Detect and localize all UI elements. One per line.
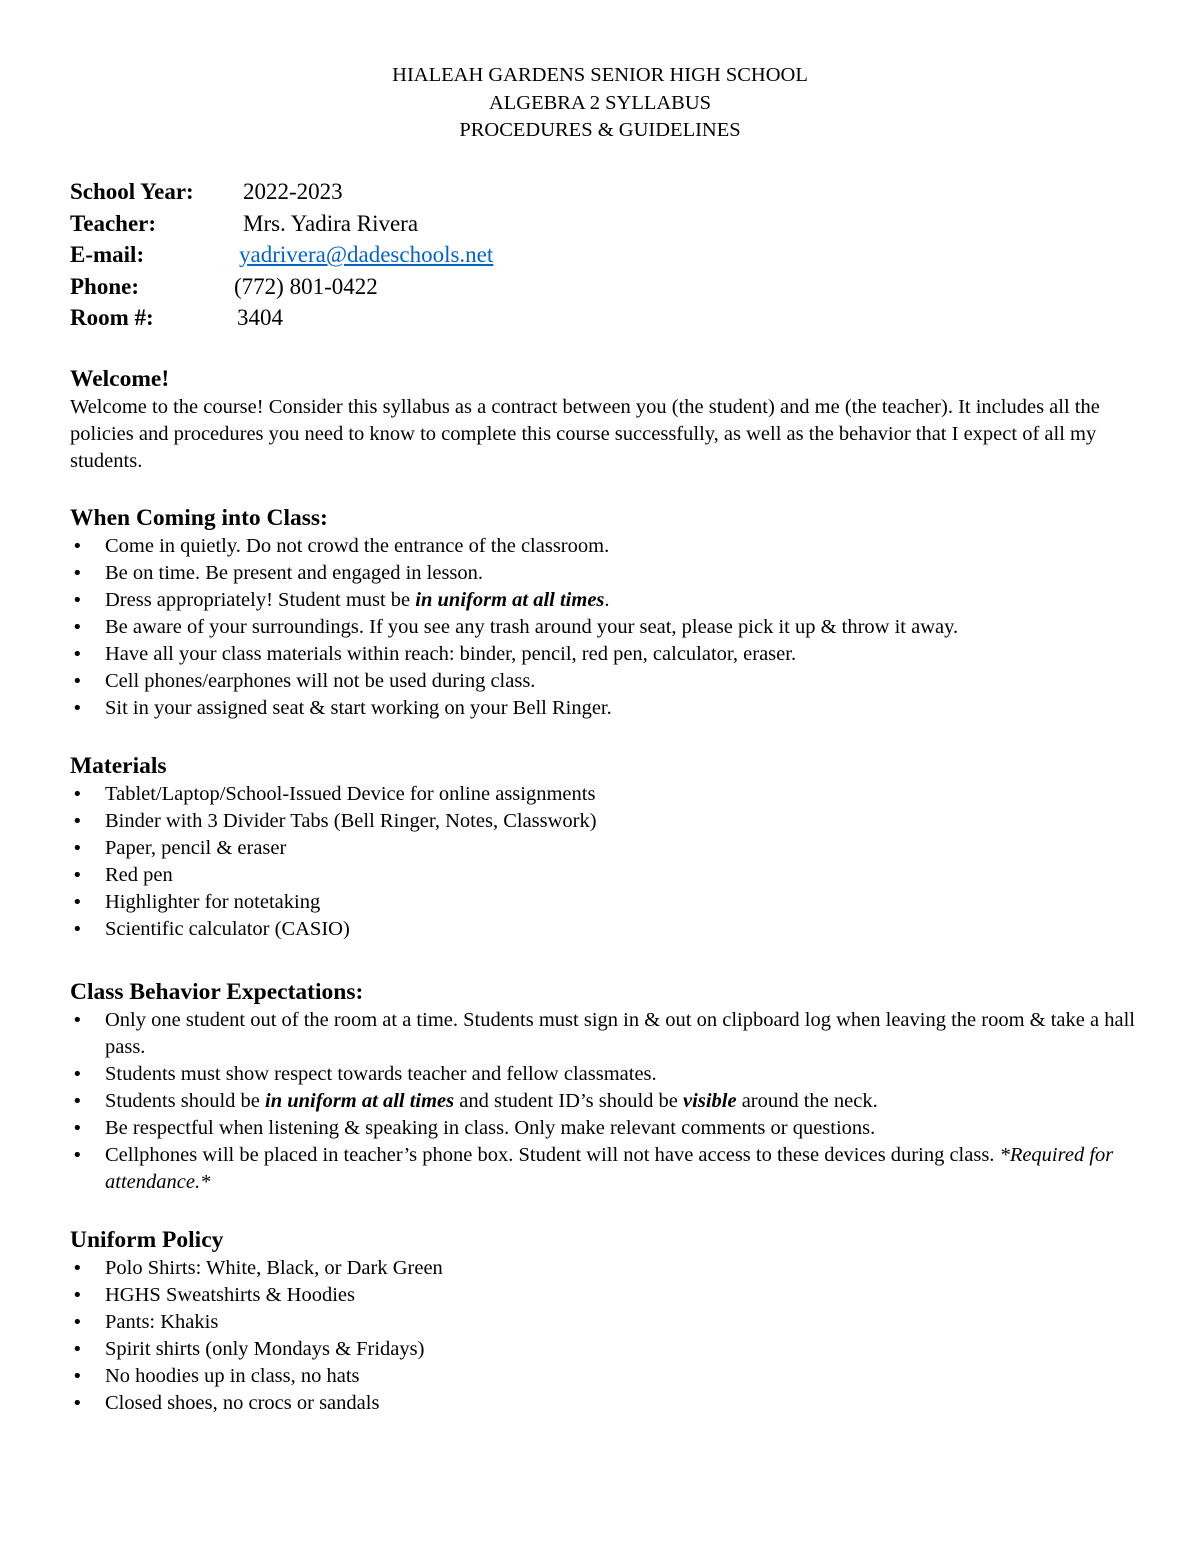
materials-list	[70, 781, 1150, 943]
teacher-value: Mrs. Yadira Rivera	[243, 210, 419, 236]
coming-into-class-section	[70, 503, 1150, 722]
list-item: • No hoodies up in class, no hats	[70, 1363, 1150, 1390]
cellphone-text: Cellphones will be placed in teacher’s phone box. Student will not have access to these devices during class.	[105, 1144, 1000, 1166]
list-item: • Scientific calculator (CASIO)	[70, 916, 1150, 943]
coming-list	[70, 533, 1150, 722]
attendance-note: *Required for attendance.*	[105, 1144, 1114, 1193]
dress-end: .	[604, 589, 610, 611]
list-item: • Pants: Khakis	[70, 1309, 1150, 1336]
uniform-list	[70, 1255, 1150, 1417]
list-item-cellphones	[70, 1142, 1150, 1196]
school-year-value: 2022-2023	[243, 179, 343, 204]
list-item: • Be aware of your surroundings. If you see any trash around your seat, please pick it up & throw it away.	[70, 614, 1150, 641]
email-label: E-mail:	[70, 242, 145, 267]
uniform-end-text: around the neck.	[736, 1090, 878, 1112]
room-value: 3404	[237, 305, 283, 330]
email-link[interactable]: yadrivera@dadeschools.net	[239, 242, 494, 267]
materials-section	[70, 751, 1150, 943]
materials-heading: Materials	[70, 753, 167, 779]
list-item: • Come in quietly. Do not crowd the entrance of the classroom.	[70, 533, 1150, 560]
phone-value: (772) 801-0422	[234, 273, 378, 299]
coming-heading: When Coming into Class:	[70, 505, 328, 531]
uniform-emphasis: in uniform at all times	[265, 1090, 455, 1112]
document-subtitle: PROCEDURES & GUIDELINES	[459, 119, 741, 141]
list-item: • Cell phones/earphones will not be used during class.	[70, 668, 1150, 695]
list-item: • Red pen	[70, 862, 1150, 889]
phone-label: Phone:	[70, 273, 139, 299]
behavior-heading: Class Behavior Expectations:	[70, 979, 364, 1005]
school-name: HIALEAH GARDENS SENIOR HIGH SCHOOL	[392, 64, 808, 86]
uniform-text: Students should be	[105, 1090, 266, 1112]
list-item: • Be on time. Be present and engaged in lesson.	[70, 560, 1150, 587]
uniform-heading: Uniform Policy	[70, 1227, 224, 1253]
list-item: • Be respectful when listening & speaking in class. Only make relevant comments or questions.	[70, 1115, 1150, 1142]
welcome-text: Welcome to the course! Consider this syllabus as a contract between you (the student) and me (the teacher). It includes all the policies and procedures you need to know to complete this course successfully, as well as the behavior that I expect of all my students.	[70, 396, 1100, 472]
list-item: • Closed shoes, no crocs or sandals	[70, 1390, 1150, 1417]
behavior-section	[70, 977, 1150, 1196]
list-item: • Binder with 3 Divider Tabs (Bell Ringer, Notes, Classwork)	[70, 808, 1150, 835]
list-item: • Tablet/Laptop/School-Issued Device for online assignments	[70, 781, 1150, 808]
teacher-label: Teacher:	[70, 210, 157, 236]
list-item: • HGHS Sweatshirts & Hoodies	[70, 1282, 1150, 1309]
room-label: Room #:	[70, 305, 154, 330]
list-item: • Sit in your assigned seat & start working on your Bell Ringer.	[70, 695, 1150, 722]
list-item: • Polo Shirts: White, Black, or Dark Green	[70, 1255, 1150, 1282]
welcome-heading: Welcome!	[70, 366, 170, 392]
welcome-section	[70, 364, 1150, 475]
uniform-section	[70, 1225, 1150, 1417]
list-item-uniform-id	[70, 1088, 1150, 1115]
list-item: • Spirit shirts (only Mondays & Fridays)	[70, 1336, 1150, 1363]
uniform-mid-text: and student ID’s should be	[454, 1090, 684, 1112]
list-item: • Highlighter for notetaking	[70, 889, 1150, 916]
course-title: ALGEBRA 2 SYLLABUS	[488, 91, 712, 114]
dress-text: Dress appropriately! Student must be	[105, 589, 416, 611]
document-header	[0, 62, 1200, 145]
dress-emphasis: in uniform at all times	[415, 589, 605, 611]
list-item: • Students must show respect towards teacher and fellow classmates.	[70, 1061, 1150, 1088]
visible-emphasis: visible	[683, 1090, 737, 1112]
list-item: • Paper, pencil & eraser	[70, 835, 1150, 862]
school-year-label: School Year:	[70, 179, 194, 204]
behavior-list	[70, 1007, 1150, 1196]
list-item: • Only one student out of the room at a time. Students must sign in & out on clipboard log when leaving the room & take a hall pass.	[70, 1007, 1150, 1061]
list-item-dress	[70, 587, 1150, 614]
list-item: • Have all your class materials within reach: binder, pencil, red pen, calculator, eraser.	[70, 641, 1150, 668]
